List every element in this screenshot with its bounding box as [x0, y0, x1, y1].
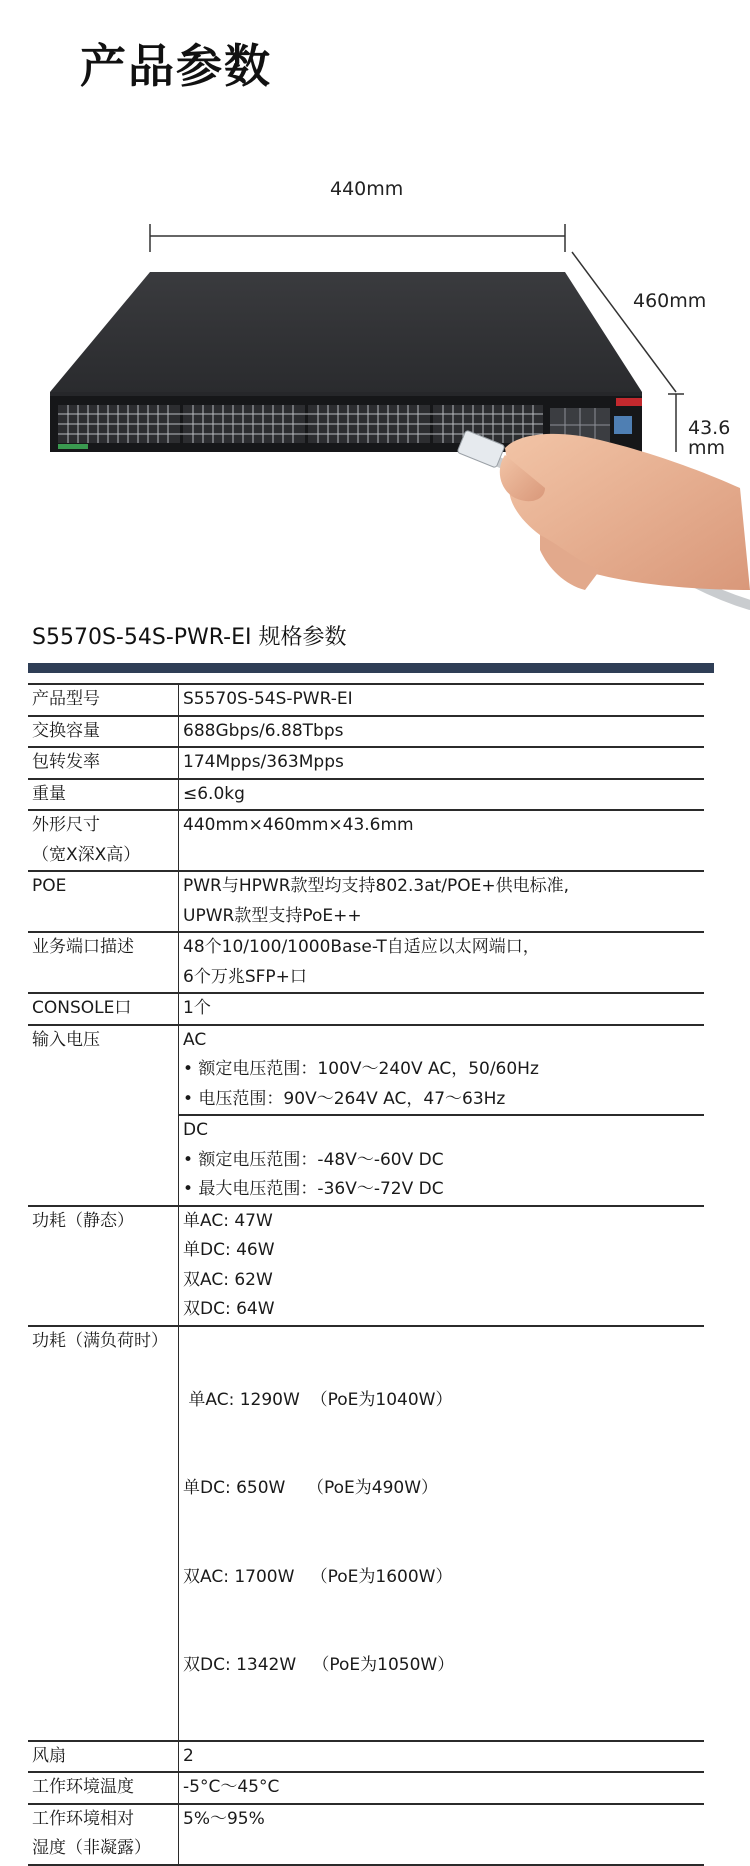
dimension-width-label: 440mm: [330, 178, 404, 200]
product-image: [0, 150, 750, 620]
section-divider: [28, 663, 714, 673]
row-value: -5°C～45°C: [179, 1772, 705, 1804]
hand: [500, 434, 750, 590]
row-label: 工作环境温度: [28, 1772, 179, 1804]
row-label: CONSOLE口: [28, 993, 179, 1025]
row-label: 重量: [28, 779, 179, 811]
table-row: [28, 871, 704, 932]
spec-table: [28, 683, 704, 1866]
dc-subsection: DC • 额定电压范围：-48V～-60V DC • 最大电压范围：-36V～-72V DC: [178, 1114, 704, 1205]
table-row: [28, 993, 704, 1025]
table-row: [28, 1804, 704, 1865]
row-label: POE: [28, 871, 179, 932]
row-label: 输入电压: [28, 1025, 179, 1206]
row-label: 产品型号: [28, 684, 179, 716]
switch-chassis: [50, 272, 642, 452]
row-value: S5570S-54S-PWR-EI: [179, 684, 705, 716]
dimension-height-value: 43.6: [688, 417, 731, 439]
row-value: 单AC: 1290W （PoE为1040W） 单DC: 650W （PoE为490W） 双AC: 1700W （PoE为1600W） 双DC: 1342W （PoE为1050W）: [179, 1326, 705, 1741]
row-label: 风扇: [28, 1741, 179, 1773]
row-label: 交换容量: [28, 716, 179, 748]
row-label: 功耗（满负荷时）: [28, 1326, 179, 1741]
row-value: 1个: [179, 993, 705, 1025]
row-label: 功耗（静态）: [28, 1206, 179, 1326]
row-value: 688Gbps/6.88Tbps: [179, 716, 705, 748]
table-row: [28, 1326, 704, 1741]
row-value: 48个10/100/1000Base-T自适应以太网端口， 6个万兆SFP+口: [179, 932, 705, 993]
row-label: 包转发率: [28, 747, 179, 779]
row-value: 440mm×460mm×43.6mm: [179, 810, 705, 871]
row-label: 工作环境相对 湿度（非凝露）: [28, 1804, 179, 1865]
table-row: [28, 1772, 704, 1804]
row-value: AC • 额定电压范围：100V～240V AC，50/60Hz • 电压范围：90V～264V AC，47～63Hz DC • 额定电压范围：-48V～-60V DC • 最大电压范围：-36V～-72V DC: [179, 1025, 705, 1206]
row-value: 单AC: 47W 单DC: 46W 双AC: 62W 双DC: 64W: [179, 1206, 705, 1326]
table-row: [28, 1025, 704, 1206]
row-value: ≤6.0kg: [179, 779, 705, 811]
row-value: 174Mpps/363Mpps: [179, 747, 705, 779]
table-row: [28, 1206, 704, 1326]
page-title: 产品参数: [80, 39, 272, 93]
table-row: [28, 747, 704, 779]
dimension-depth-label: 460mm: [633, 290, 707, 312]
table-row: [28, 716, 704, 748]
row-label: 外形尺寸 （宽X深X高）: [28, 810, 179, 871]
table-row: [28, 779, 704, 811]
row-value: 2: [179, 1741, 705, 1773]
row-label: 业务端口描述: [28, 932, 179, 993]
section-title: S5570S-54S-PWR-EI 规格参数: [32, 625, 347, 650]
row-value: PWR与HPWR款型均支持802.3at/POE+供电标准, UPWR款型支持PoE++: [179, 871, 705, 932]
dimension-height-unit: mm: [688, 437, 726, 459]
table-row: [28, 810, 704, 871]
table-row: [28, 1741, 704, 1773]
row-value: 5%～95%: [179, 1804, 705, 1865]
table-row: [28, 932, 704, 993]
table-row: [28, 684, 704, 716]
